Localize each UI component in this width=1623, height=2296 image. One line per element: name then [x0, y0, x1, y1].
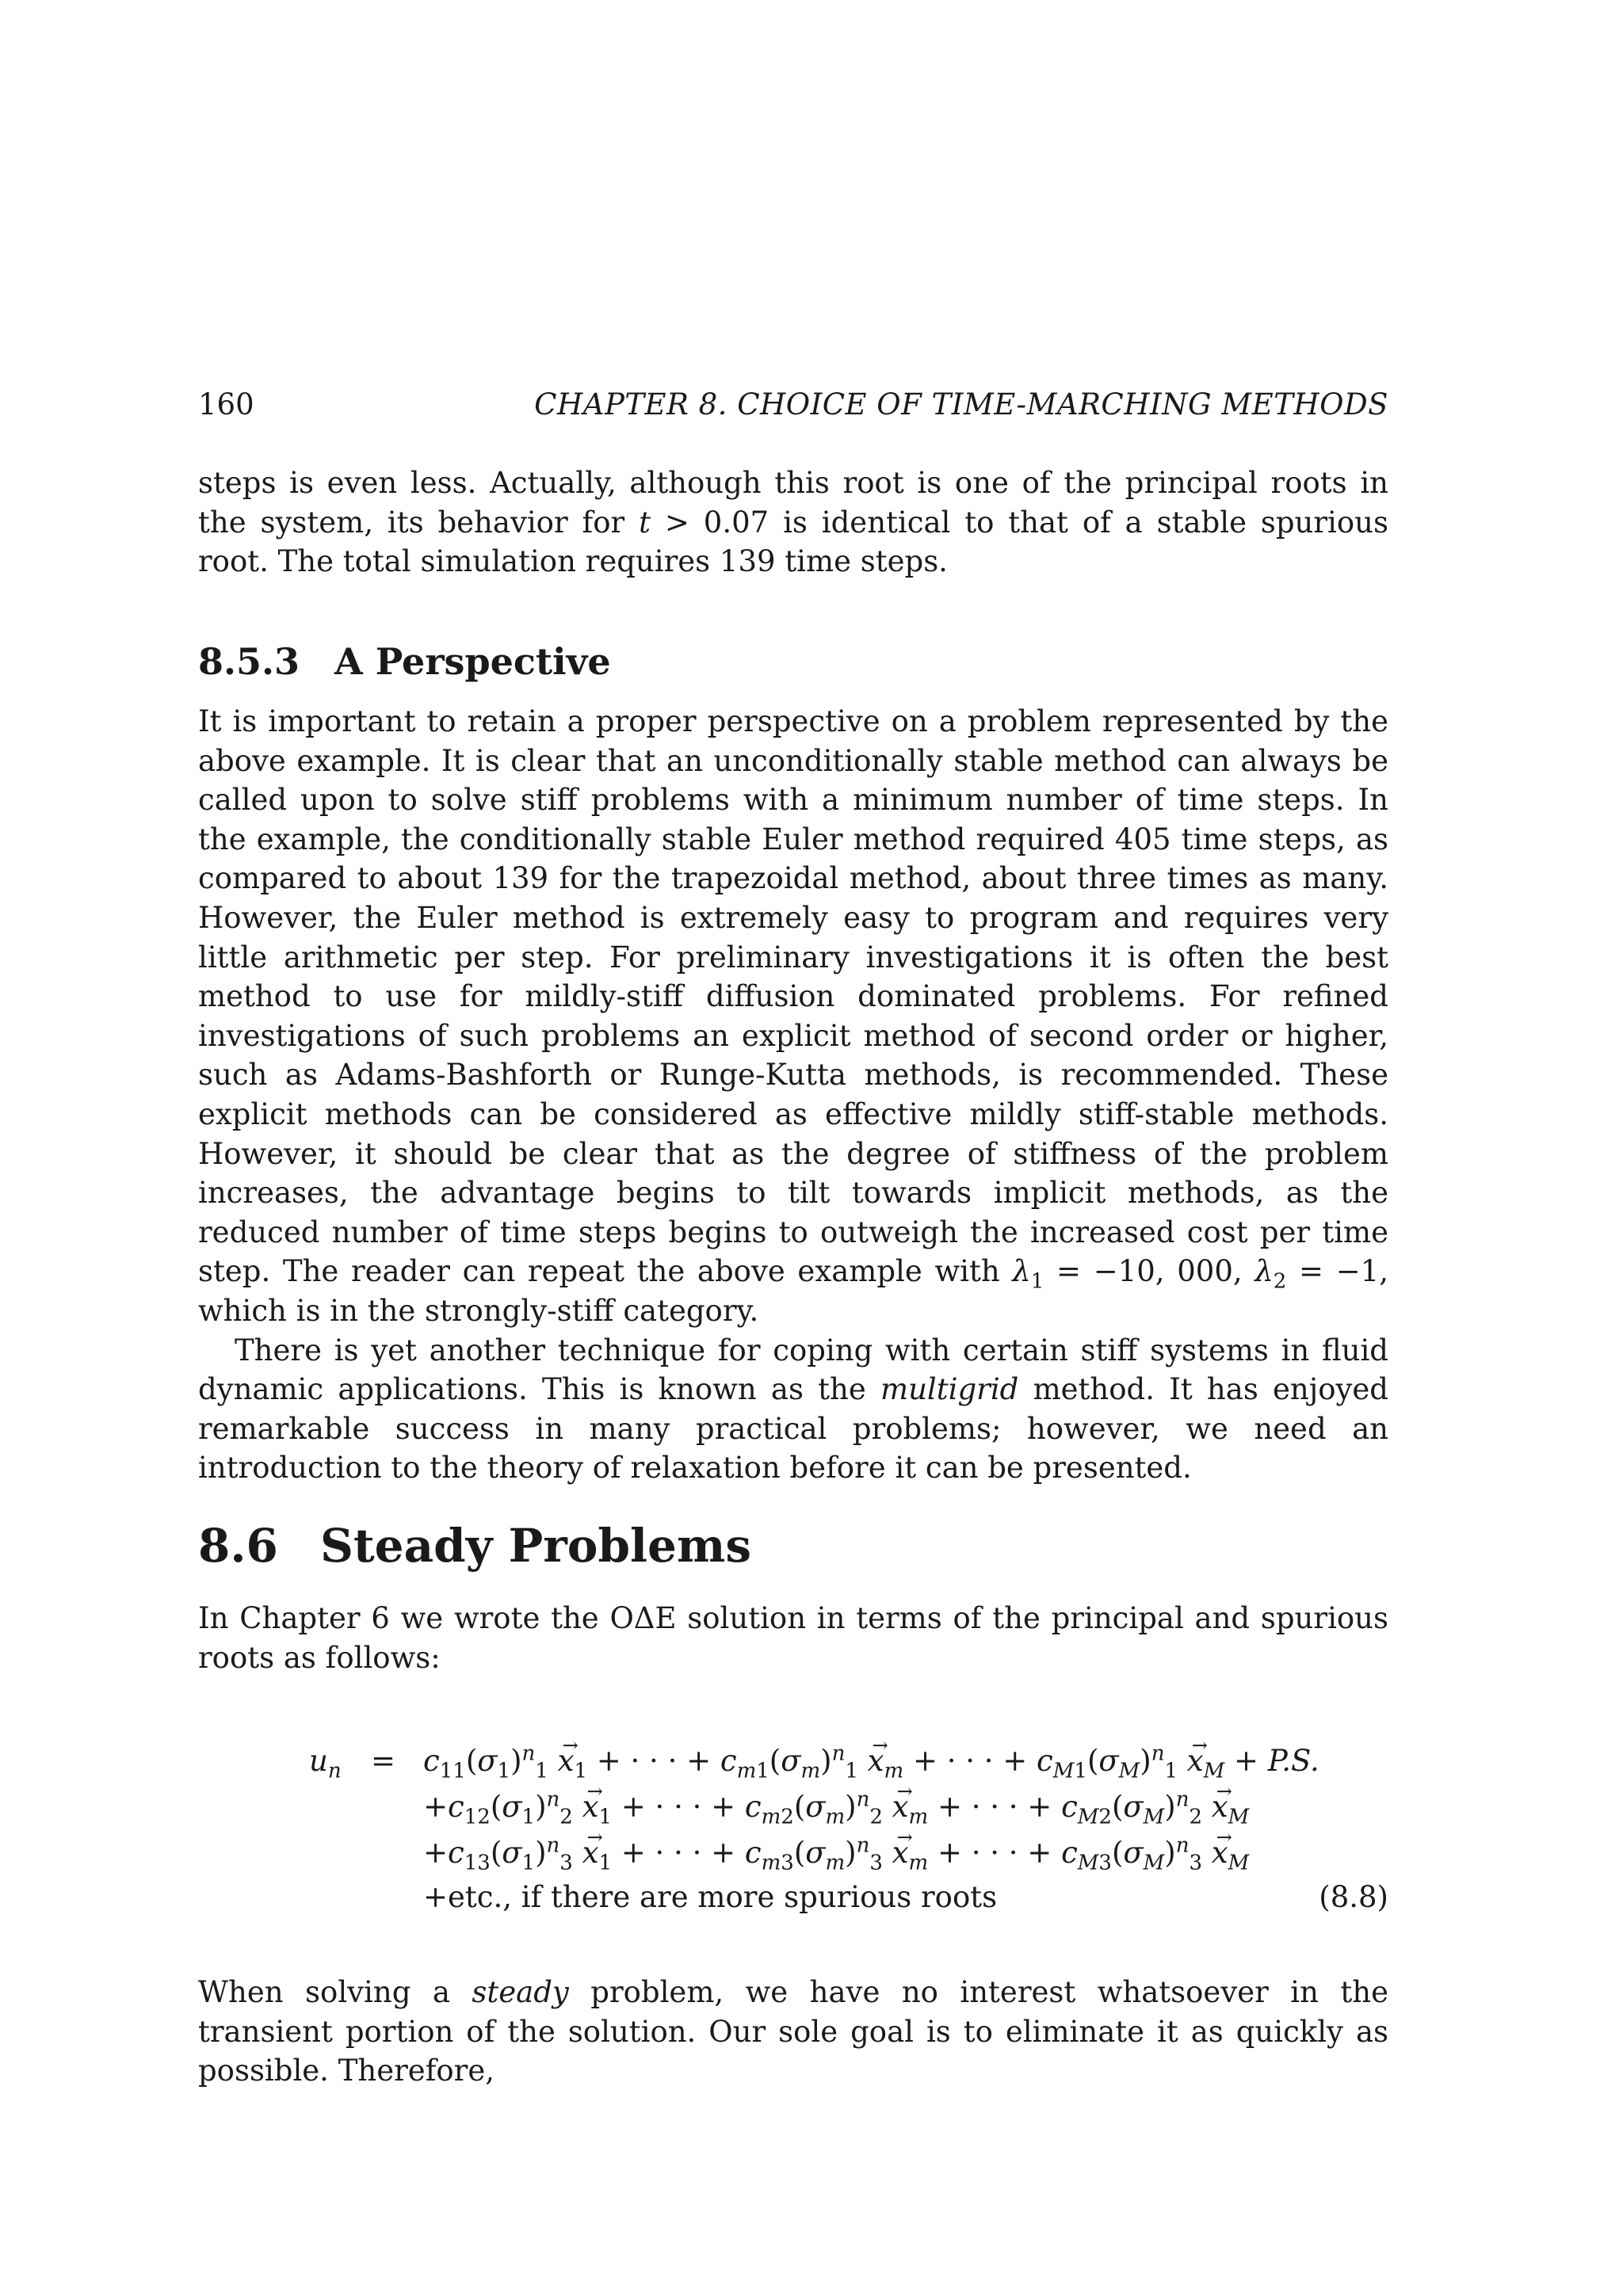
math-variable-t: t	[639, 505, 651, 540]
subsection-number: 8.5.3	[198, 640, 300, 683]
equation-line-3	[198, 1831, 1388, 1875]
equation-rhs-line-4: +etc., if there are more spurious roots	[423, 1880, 998, 1914]
section-heading	[198, 1517, 751, 1574]
document-page	[198, 0, 1388, 2296]
equation-line-4	[198, 1875, 1388, 1920]
equation-line-1	[198, 1739, 1388, 1783]
section-number: 8.6	[198, 1519, 278, 1573]
equation-relation: =	[371, 1744, 396, 1778]
page-number: 160	[198, 387, 254, 421]
perspective-paragraphs	[198, 702, 1388, 1488]
chapter-title: CHAPTER 8. CHOICE OF TIME-MARCHING METHODS	[534, 387, 1388, 421]
equation-rhs-line-2: $+c_{12}(\sigma_1)^n_2 \to x_1$ + · · · + $c_{m2}(\sigma_m)^n_2 \to x_m$ + · · · + $c_{M2}(\sigma_M)^n_2 \to x_M$	[423, 1785, 1249, 1829]
section-title: Steady Problems	[320, 1519, 751, 1573]
perspective-paragraph-1: It is important to retain a proper perspective on a problem represented by the above example. It is clear that an unconditionally stable method can always be called upon to solve stiff problems with a minimum number of time steps. In the example, the conditionally stable Euler method required 405 time steps, as compared to about 139 for the trapezoidal method, about three times as many. However, the Euler method is extremely easy to program and requires very little arithmetic per step. For preliminary investigations it is often the best method to use for mildly-stiff diffusion dominated problems. For refined investigations of such problems an explicit method of second order or higher, such as Adams-Bashforth or Runge-Kutta methods, is recommended. These explicit methods can be considered as effective mildly stiff-stable methods. However, it should be clear that as the degree of stiffness of the problem increases, the advantage begins to tilt towards implicit methods, as the reduced number of time steps begins to outweigh the increased cost per time step. The reader can repeat the above example with $\lambda_1 = -10$, 000, $\lambda_2 = -1$, which is in the strongly-stiff category.	[198, 704, 1389, 1328]
equation-line-2	[198, 1785, 1388, 1829]
equation-8-8	[198, 1739, 1388, 1945]
steady-paragraph-2: When solving a steady problem, we have no interest whatsoever in the transient portion of the solution. Our sole goal is to eliminate it as quickly as possible. Therefore,	[198, 1975, 1388, 2088]
equation-rhs-line-3: $+c_{13}(\sigma_1)^n_3 \to x_1$ + · · · + $c_{m3}(\sigma_m)^n_3 \to x_m$ + · · · + $c_{M3}(\sigma_M)^n_3 \to x_M$	[423, 1831, 1249, 1875]
subsection-heading	[198, 638, 611, 685]
intro-paragraph: steps is even less. Actually, although this root is one of the principal roots in the system, its behavior for t > 0.07 is identical to that of a stable spurious root. The total simulation requires 139 time steps.	[198, 466, 1388, 579]
steady-paragraph-1: In Chapter 6 we wrote the OΔE solution in terms of the principal and spurious roots as follows:	[198, 1601, 1388, 1675]
equation-lhs: $u_n$	[309, 1744, 342, 1783]
perspective-paragraph-2: There is yet another technique for coping with certain stiff systems in fluid dynamic applications. This is known as the multigrid method. It has enjoyed remarkable success in many practical problems; however, we need an introduction to the theory of relaxation before it can be presented.	[198, 1333, 1388, 1486]
equation-number: (8.8)	[1319, 1880, 1388, 1914]
subsection-title: A Perspective	[334, 640, 611, 683]
equation-rhs-line-1: $c_{11}(\sigma_1)^n_1 \to x_1$ + · · · + $c_{m1}(\sigma_m)^n_1 \to x_m$ + · · · + $c_{M1}(\sigma_M)^n_1 \to x_M + P.S$.	[423, 1739, 1319, 1783]
